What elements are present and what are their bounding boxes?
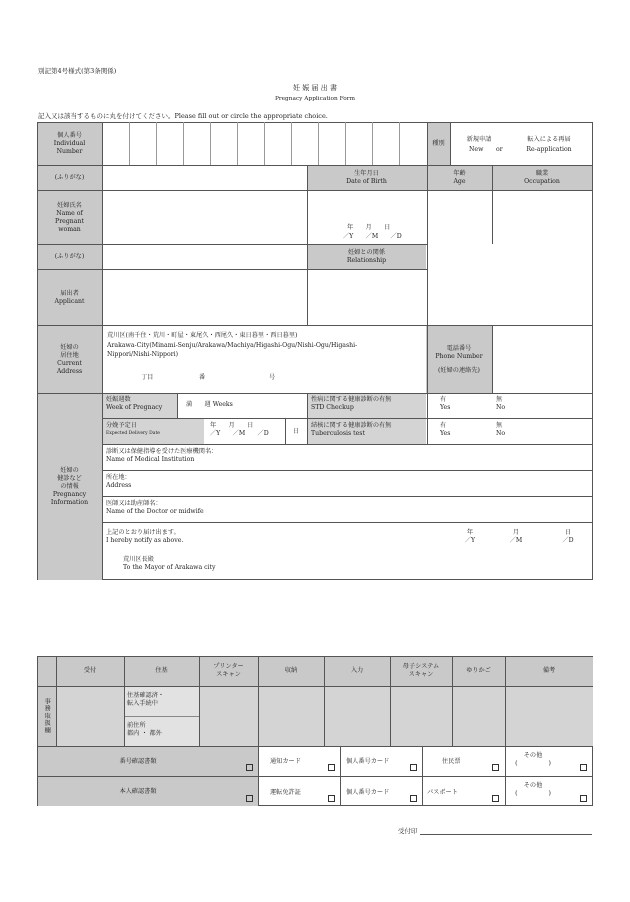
mayor-address: 荒川区長殿 To the Mayor of Arakawa city: [123, 556, 216, 571]
address-district-en1: Arakawa-City(Minami-Senju/Arakawa/Machiya/Higashi-Ogu/Nishi-Ogu/Higashi-: [107, 342, 358, 349]
individual-number-label: 個人番号 Individual Number: [53, 132, 86, 155]
woman-name-label: 妊婦氏名 Name of Pregnant woman: [55, 201, 84, 233]
dob-ymd[interactable]: 年 月 日: [347, 224, 391, 231]
applicant-furigana-input[interactable]: [102, 245, 306, 269]
identity-docs-label: 本人確認書類: [119, 787, 157, 795]
license-option: 運転免許証: [270, 789, 301, 796]
resident-record-checkbox[interactable]: [492, 757, 499, 776]
dob-label: 生年月日 Date of Birth: [346, 169, 387, 185]
due-date-value[interactable]: 年 月 日 ／Y ／M ／D: [210, 422, 269, 437]
relationship-label: 妊婦との関係 Relationship: [346, 249, 387, 264]
other-checkbox-2[interactable]: [580, 788, 587, 807]
tb-yes-option[interactable]: 有 Yes: [440, 422, 451, 437]
form-reference: 別記第4号様式(第3条関係): [38, 67, 117, 75]
receipt-stamp-line: [420, 834, 592, 835]
std-yes-option[interactable]: 有 Yes: [440, 396, 451, 411]
go-label: 号: [269, 374, 276, 381]
address-district-en2: Nippori/Nishi-Nippori): [107, 351, 179, 358]
col-input: 入力: [350, 667, 364, 674]
doctor-name-field[interactable]: 医師又は助産師名： Name of the Doctor or midwife: [106, 500, 204, 515]
notify-month[interactable]: 月 ／M: [509, 529, 523, 544]
phone-input[interactable]: [493, 326, 592, 393]
notify-card-option: 通知カード: [270, 758, 301, 765]
col-printer-scan: プリンター スキャン: [213, 663, 244, 678]
std-checkup-label: 性病に関する健康診断の有無 STD Checkup: [311, 396, 392, 411]
woman-furigana-input[interactable]: [102, 165, 306, 190]
passport-option: パスポート: [427, 789, 458, 796]
or-text: or: [496, 146, 503, 153]
new-application-option[interactable]: 新規申請: [466, 136, 492, 143]
type-label: 種別: [432, 140, 445, 147]
mynumber-card-option-2: 個人番号カード: [346, 789, 390, 796]
std-no-option[interactable]: 無 No: [496, 396, 506, 411]
applicant-name-input[interactable]: [102, 270, 306, 325]
occupation-label: 職業 Occupation: [524, 169, 560, 185]
reapplication-option[interactable]: 転入による再届 Re-application: [526, 136, 572, 153]
identity-docs-checkbox[interactable]: [246, 788, 253, 807]
relationship-input[interactable]: [307, 270, 426, 325]
notify-year[interactable]: 年 ／Y: [464, 529, 476, 544]
number-docs-checkbox[interactable]: [246, 757, 253, 776]
mynumber-card-checkbox-1[interactable]: [410, 757, 417, 776]
age-label: 年齢 Age: [453, 169, 466, 185]
col-residence: 住基: [155, 667, 168, 674]
weeks-value[interactable]: 満 週 Weeks: [186, 401, 233, 408]
number-docs-label: 番号確認書類: [119, 757, 157, 765]
applicant-label: 届出者 Applicant: [54, 289, 85, 305]
passport-checkbox[interactable]: [492, 788, 499, 807]
weeks-label: 妊娠週数 Week of Pregnacy: [106, 396, 163, 411]
other-option-2: その他 ( ): [515, 782, 551, 797]
occupation-input[interactable]: [493, 191, 592, 244]
notify-card-checkbox[interactable]: [328, 757, 335, 776]
col-tax: 収納: [284, 667, 298, 674]
resident-record-option: 住民票: [442, 758, 461, 765]
residence-check[interactable]: 住基確認済・ 転入手続中: [127, 692, 165, 707]
new-application-en: New: [469, 146, 484, 153]
mynumber-card-checkbox-2[interactable]: [410, 788, 417, 807]
col-received: 受付: [83, 667, 97, 674]
address-label: 妊婦の 居住地 Current Address: [56, 343, 83, 375]
day-of-week-label: 日: [293, 428, 300, 435]
col-mch-scan: 母子システム スキャン: [402, 663, 440, 678]
mynumber-card-option-1: 個人番号カード: [346, 758, 390, 765]
ban-label: 番: [199, 374, 206, 381]
health-info-label: 妊婦の 健診など の情報 Pregnancy Information: [50, 467, 89, 506]
instruction-text: 記入又は該当するものに丸を付けてください。Please fill out or circle the appropriate choice.: [38, 112, 328, 120]
due-date-label: 分娩予定日 Expected Delivery Date: [106, 422, 160, 436]
col-notes: 備考: [542, 667, 556, 674]
office-side-label: 事務取扱欄: [43, 698, 51, 734]
notify-day[interactable]: 日 ／D: [562, 529, 574, 544]
tb-no-option[interactable]: 無 No: [496, 422, 506, 437]
other-option-1: その他 ( ): [515, 752, 551, 767]
license-checkbox[interactable]: [328, 788, 335, 807]
page-title-english: Pregnacy Application Form: [274, 96, 356, 102]
age-input[interactable]: [427, 191, 492, 244]
individual-number-input[interactable]: [102, 123, 426, 164]
institution-address-field[interactable]: 所在地： Address: [106, 474, 132, 489]
chome-label: 丁目: [141, 374, 154, 381]
tb-test-label: 結核に関する健康診断の有無 Tuberculosis test: [311, 422, 392, 437]
applicant-furigana-label: (ふりがな): [54, 253, 85, 260]
institution-field[interactable]: 診断又は保健指導を受けた医療機関名： Name of Medical Institution: [106, 448, 218, 463]
notify-statement: 上記のとおり届け出ます。 I hereby notify as above.: [106, 529, 184, 544]
page-title: 妊 娠 届 出 書: [293, 84, 337, 92]
furigana-label: (ふりがな): [54, 173, 85, 181]
other-checkbox-1[interactable]: [580, 757, 587, 776]
col-cradle: ゆりかご: [466, 667, 491, 674]
phone-label: 電話番号 Phone Number (妊婦の連絡先): [435, 344, 483, 374]
dob-ymd-en: ／Y ／M ／D: [343, 233, 402, 240]
woman-name-input[interactable]: [102, 191, 306, 244]
previous-address[interactable]: 前住所 都内 ・ 都外: [127, 722, 162, 737]
address-district-ja: 荒川区(南千住・荒川・町屋・東尾久・西尾久・東日暮里・西日暮里): [107, 332, 298, 339]
receipt-stamp-label: 受付印: [398, 827, 418, 835]
